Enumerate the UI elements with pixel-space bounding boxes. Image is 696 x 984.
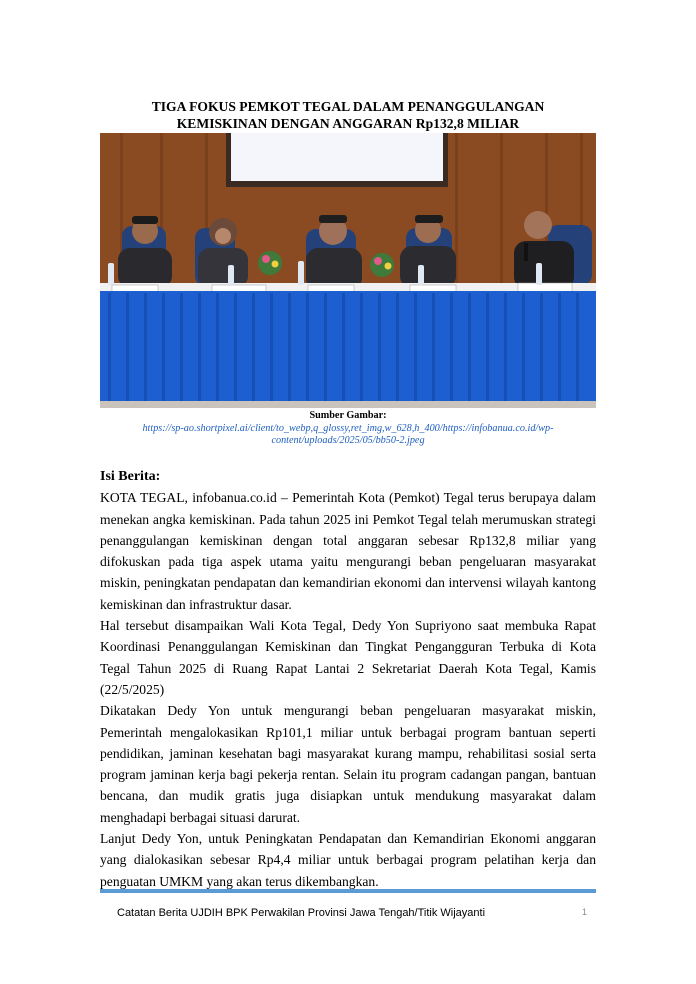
paragraph-1: KOTA TEGAL, infobanua.co.id – Pemerintah Kota (Pemkot) Tegal terus berupaya dalam menekan angka kemiskinan. Pada tahun 2025 ini Pemkot Tegal telah merumuskan strategi penanggulangan kemiskinan dengan total anggaran sebesar Rp132,8 miliar yang difokuskan pada tiga aspek utama yaitu mengurangi beban pengeluaran masyarakat miskin, peningkatan pendapatan dan kemandirian ekonomi dan intervensi wilayah kantong kemiskinan dan infrastruktur dasar. [100, 490, 596, 612]
meeting-photo [100, 133, 596, 408]
paragraph-3: Dikatakan Dedy Yon untuk mengurangi beban pengeluaran masyarakat miskin, Pemerintah mengalokasikan Rp101,1 miliar untuk berbagai program bantuan seperti pendidikan, jaminan kesehatan bagi masyarakat kurang mampu, rehabilitasi sosial serta program jaminan kerja bagi pekerja rentan. Selain itu program cadangan pangan, bantuan bencana, dan mudik gratis juga disiapkan untuk mendukung masyarakat dalam menghadapi berbagai situasi darurat. [100, 703, 596, 825]
article-body [100, 466, 596, 892]
footer-divider [100, 889, 596, 893]
article-title [100, 98, 596, 132]
microphone [524, 243, 528, 261]
title-line-1: TIGA FOKUS PEMKOT TEGAL DALAM PENANGGULANGAN [151, 99, 545, 114]
floor [100, 401, 596, 408]
image-caption [100, 410, 596, 448]
paragraph-4: Lanjut Dedy Yon, untuk Peningkatan Pendapatan dan Kemandirian Ekonomi anggaran yang dialokasikan sebesar Rp4,4 miliar untuk berbagai program pelatihan kerja dan penguatan UMKM yang akan terus dikembangkan. [100, 831, 596, 889]
paragraph-2: Hal tersebut disampaikan Wali Kota Tegal, Dedy Yon Supriyono saat membuka Rapat Koordinasi Penanggulangan Kemiskinan dan Tingkat Pengangguran Terbuka di Kota Tegal Tahun 2025 di Ruang Rapat Lantai 2 Sekretariat Daerah Kota Tegal, Kamis (22/5/2025) [100, 618, 596, 697]
meeting-photo-illustration [100, 133, 596, 408]
tablecloth [100, 291, 596, 401]
title-line-2: KEMISKINAN DENGAN ANGGARAN Rp132,8 MILIAR [176, 116, 520, 131]
caption-label: Sumber Gambar: [309, 410, 387, 421]
projection-screen [231, 133, 443, 181]
caption-url[interactable]: https://sp-ao.shortpixel.ai/client/to_webp,q_glossy,ret_img,w_628,h_400/https://infobanua.co.id/wp-content/uploads/2025/05/bb50-2.jpeg [142, 422, 554, 446]
footer-text: Catatan Berita UJDIH BPK Perwakilan Provinsi Jawa Tengah/Titik Wijayanti [117, 907, 486, 919]
page-number: 1 [582, 907, 588, 917]
section-heading: Isi Berita: [100, 469, 161, 484]
